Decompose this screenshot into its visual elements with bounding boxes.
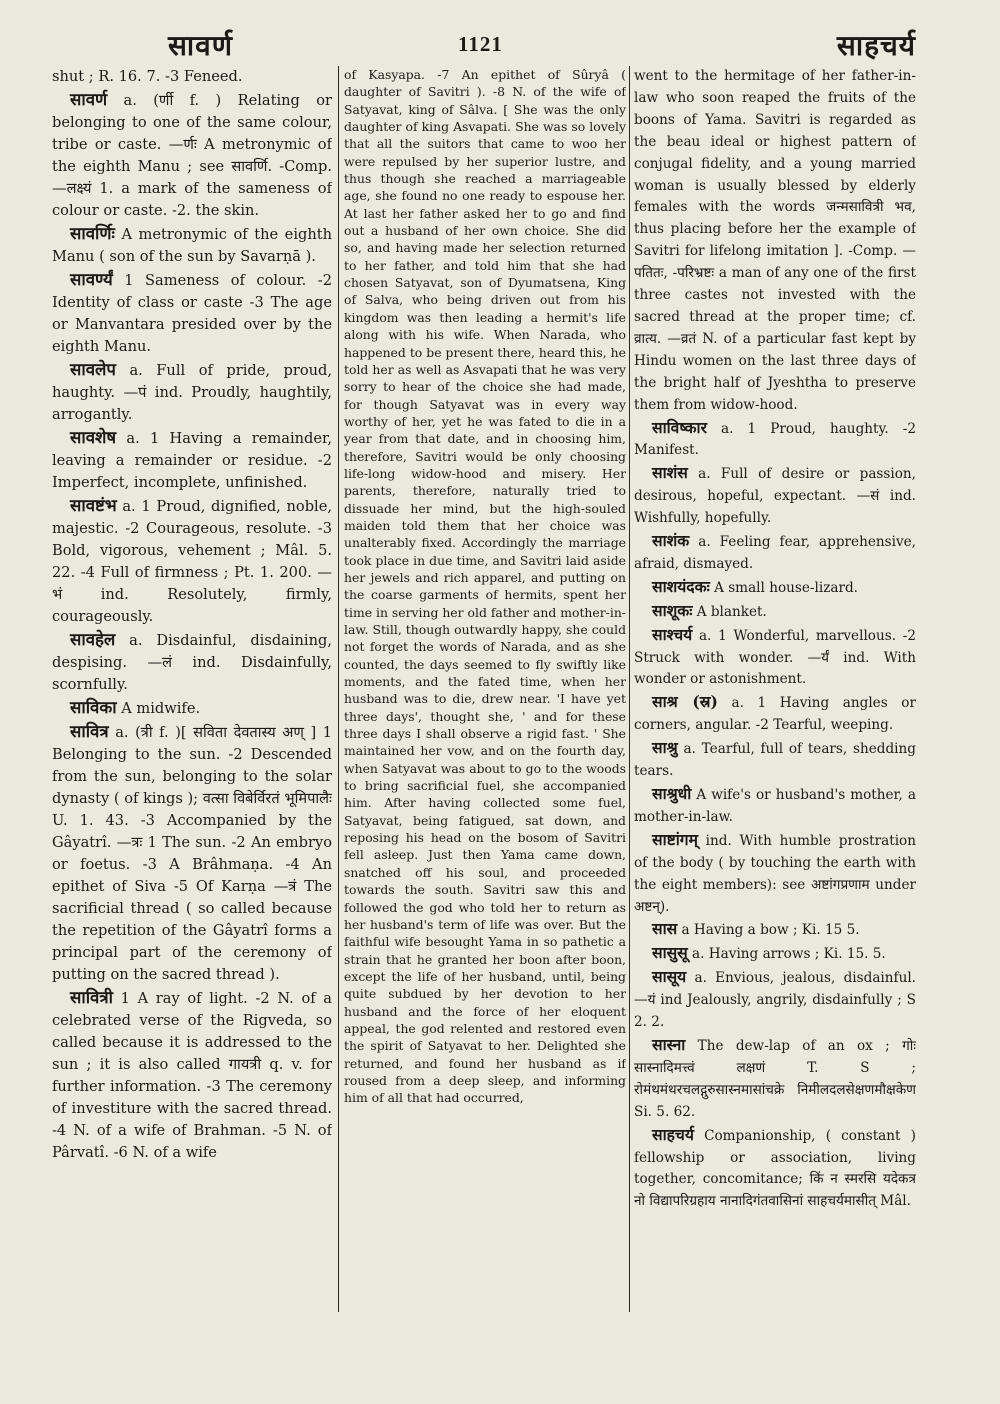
dictionary-entry <box>634 783 916 829</box>
dictionary-entry <box>634 530 916 576</box>
definition-text: A small house-lizard. <box>709 579 858 596</box>
dictionary-entry <box>344 66 626 1107</box>
definition-text: a. 1 Proud, dignified, noble, majestic. -2 Courageous, resolute. -3 Bold, vigorous, vehement ; Mâl. 5. 22. -4 Full of firmness ; Pt. 1. 200. —भं ind. Resolutely, firmly, courageously. <box>52 498 332 625</box>
headword: साविका <box>70 697 117 717</box>
definition-text: a Having a bow ; Ki. 15 5. <box>677 922 860 939</box>
dictionary-entry <box>634 966 916 1034</box>
headword: सावशेष <box>70 427 117 447</box>
dictionary-entry <box>634 66 916 417</box>
dictionary-entry <box>52 66 332 88</box>
column-divider <box>629 66 630 1312</box>
headword: सास <box>652 919 678 939</box>
headword: साश्चर्य <box>652 624 693 644</box>
page-header <box>50 18 930 64</box>
column-3 <box>634 66 916 1213</box>
definition-text: a. (त्री f. )[ सविता देवतास्य अण् ] 1 Belonging to the sun. -2 Descended from the sun, belonging to the solar dynasty ( of kings ); वत्सा विबेर्विरतं भूमिपालैः U. 1. 43. -3 Accompanied by the Gâyatrî. —त्रः 1 The sun. -2 An embryo or foetus. -3 A Brâhmaṇa. -4 An epithet of Siva -5 Of Karṇa —त्रं The sacrificial thread ( so called because the repetition of the Gâyatrî forms a principal part of the ceremony of putting on the sacred thread ). <box>52 724 332 983</box>
definition-text: a. Having arrows ; Ki. 15. 5. <box>687 946 886 963</box>
dictionary-entry <box>634 918 916 942</box>
definition-text: a. Disdainful, disdaining, despising. —लं ind. Disdainfully, scornfully. <box>52 632 332 693</box>
dictionary-entry <box>634 737 916 783</box>
dictionary-entry <box>634 1124 916 1214</box>
dictionary-entry <box>634 600 916 624</box>
headword: सावष्टंभ <box>70 495 117 515</box>
headword: साहचर्य <box>652 1124 694 1144</box>
headword: साशूकः <box>652 600 693 620</box>
column-2 <box>344 66 626 1107</box>
headword: साश्र (स्र) <box>652 692 718 712</box>
headword: सास्ना <box>652 1034 686 1054</box>
definition-text: a. Feeling fear, apprehensive, afraid, dismayed. <box>634 534 916 572</box>
dictionary-entry <box>52 720 332 986</box>
headword: सासुसू <box>652 943 688 963</box>
definition-text: 1 A ray of light. -2 N. of a celebrated verse of the Rigveda, so called because it is addressed to the sun ; it is also called गायत्री q. v. for further information. -3 The ceremony of investiture with the sacred thread. -4 N. of a wife of Brahman. -5 N. of Pârvatî. -6 N. of a wife <box>52 990 332 1161</box>
dictionary-entry <box>52 358 332 426</box>
header-right-guide-word: साहचर्य <box>836 29 916 62</box>
headword: साविष्कार <box>652 417 707 437</box>
dictionary-entry <box>52 696 332 720</box>
definition-text: The dew-lap of an ox ; गोः सास्नादिमत्त्वं लक्षणं T. S ; रोमंथमंथरचलद्गुरुसास्नमासांचक्रे निमीलदलसेक्षणमौक्षकेण Si. 5. 62. <box>634 1037 916 1120</box>
definition-text: 1 Sameness of colour. -2 Identity of class or caste -3 The age or Manvantara presided over by the eighth Manu. <box>52 272 332 355</box>
definition-text: ind. With humble prostration of the body ( by touching the earth with the eight members): see अष्टांगप्रणाम under अष्टन्). <box>634 832 916 915</box>
definition-text: A wife's or husband's mother, a mother-in-law. <box>634 787 916 825</box>
headword: सावर्णिः <box>70 223 115 243</box>
dictionary-entry <box>52 268 332 358</box>
headword: साशंक <box>652 531 690 551</box>
headword: सावर्ण <box>70 89 108 109</box>
page-number: 1121 <box>458 32 503 56</box>
headword: साष्टांगम् <box>652 829 698 849</box>
definition-text: shut ; R. 16. 7. -3 Feneed. <box>52 68 243 85</box>
dictionary-entry <box>634 417 916 463</box>
dictionary-entry <box>52 628 332 696</box>
definition-text: A midwife. <box>116 700 201 717</box>
dictionary-entry <box>52 426 332 494</box>
definition-text: a. Tearful, full of tears, shedding tears. <box>634 741 916 780</box>
dictionary-entry <box>52 986 332 1164</box>
definition-text: a. Full of pride, proud, haughty. —पं ind. Proudly, haughtily, arrogantly. <box>52 362 332 423</box>
definition-text: a. 1 Proud, haughty. -2 Manifest. <box>634 420 916 459</box>
definition-text: a. 1 Having a remainder, leaving a remainder or residue. -2 Imperfect, incomplete, unfinished. <box>52 430 332 491</box>
definition-text: a. Full of desire or passion, desirous, hopeful, expectant. —सं ind. Wishfully, hopefully. <box>634 466 916 527</box>
column-divider <box>338 66 339 1312</box>
definition-text: a. (र्णी f. ) Relating or belonging to one of the same colour, tribe or caste. —र्णः A metronymic of the eighth Manu ; see सावर्णि. -Comp. —लक्ष्यं 1. a mark of the sameness of colour or caste. -2. the skin. <box>52 92 332 219</box>
dictionary-entry <box>634 691 916 737</box>
headword: साश्रुधी <box>652 784 692 803</box>
column-1 <box>52 66 332 1164</box>
dictionary-entry <box>52 494 332 628</box>
dictionary-entry <box>634 462 916 530</box>
definition-text: a. Envious, jealous, disdainful. —यं ind Jealously, angrily, disdainfully ; S 2. 2. <box>634 970 916 1031</box>
definition-text: A blanket. <box>692 603 767 620</box>
headword: सावर्ण्यं <box>70 269 113 289</box>
headword: सासूय <box>652 967 687 987</box>
dictionary-entry <box>52 222 332 268</box>
dictionary-entry <box>634 576 916 600</box>
definition-text: a. 1 Wonderful, marvellous. -2 Struck with wonder. —र्यं ind. With wonder or astonishment. <box>634 627 916 688</box>
headword: साशयंदकः <box>652 576 710 596</box>
definition-text: went to the hermitage of her father-in-law who soon reaped the fruits of the boons of Yama. Savitri is regarded as the beau ideal or highest pattern of conjugal fidelity, and a young married woman is usually blessed by elderly females with the words जन्मसावित्री भव, thus placing before her the example of Savitri for lifelong imitation ]. -Comp. —पतितः, -परिभ्रष्टः a man of any one of the first three castes not invested with the sacred thread at the proper time; cf. व्रात्य. —व्रतं N. of a particular fast kept by Hindu women on the last three days of the bright half of Jyeshtha to preserve them from widow-hood. <box>634 68 916 413</box>
dictionary-entry <box>634 1034 916 1124</box>
definition-text: a. 1 Having angles or corners, angular. -2 Tearful, weeping. <box>634 695 916 734</box>
dictionary-entry <box>52 88 332 222</box>
header-left-guide-word: सावर्ण <box>168 29 233 62</box>
headword: साशंस <box>652 463 688 483</box>
definition-text: A metronymic of the eighth Manu ( son of the sun by Savarṇā ). <box>52 226 332 265</box>
definition-text: Companionship, ( constant ) fellowship or association, living together, concomitance; किं न स्मरसि यदेकत्र नो विद्यापरिग्रहाय नानादिगंतवासिनां साहचर्यमासीत् Mâl. <box>634 1127 916 1210</box>
headword: सावित्र <box>70 721 109 741</box>
headword: साश्रु <box>652 738 678 758</box>
headword: सावहेल <box>70 629 116 649</box>
headword: सावलेप <box>70 359 116 379</box>
definition-text: of Kasyapa. -7 An epithet of Sûryâ ( daughter of Savitri ). -8 N. of the wife of Satyavat, king of Sâlva. [ She was the only daughter of king Asvapati. She was so lovely that all the suitors that came to woo her were repulsed by her superior lustre, and thus though she reached a marriageable age, she found no one ready to espouse her. At last her father asked her to go and find out a husband of her own choice. She did so, and having made her selection returned to her father, and told him that she had chosen Satyavat, son of Dyumatsena, King of Salva, who being driven out from his kingdom was then leading a hermit's life along with his wife. When Narada, who happened to be present there, heard this, he told her as well as Asvapati that he was very sorry to hear of the choice she had made, for though Satyavat was in every way worthy of her, yet he was fated to die in a year from that date, and in choosing him, therefore, Savitri would be only choosing life-long widow-hood and misery. Her parents, therefore, naturally tried to dissuade her mind, but the high-souled maiden told them that her choice was unalterably fixed. Accordingly the marriage took place in due time, and Savitri laid aside her jewels and rich apparel, and putting on the coarse garments of hermits, spent her time in serving her old father and mother-in-law. Still, though outwardly happy, she could not forget the words of Narada, and as she counted, the days seemed to fly swiftly like moments, and the fated time, when her husband was to die, drew near. 'I have yet three days', thought she, ' and for these three days I shall observe a rigid fast. ' She maintained her vow, and on the fourth day, when Satyavat was about to go to the woods to bring sacrificial fuel, she accompanied him. After having collected some fuel, Satyavat, being fatigued, sat down, and reposing his head on the bosom of Savitri fell asleep. Just then Yama came down, snatched off his soul, and proceeded towards the south. Savitri saw this and followed the god who told her to return as her husband's term of life was over. But the faithful wife besought Yama in so pathetic a strain that he granted her boon after boon, except the life of her husband, until, being quite subdued by her devotion to her husband and the force of her eloquent appeal, the god relented and restored even the spirit of Satyavat to her. Delighted she returned, and found her husband as if roused from a deep sleep, and informing him of all that had occurred, <box>344 67 626 1106</box>
dictionary-entry <box>634 942 916 966</box>
headword: सावित्री <box>70 987 113 1007</box>
dictionary-entry <box>634 624 916 692</box>
dictionary-entry <box>634 829 916 919</box>
